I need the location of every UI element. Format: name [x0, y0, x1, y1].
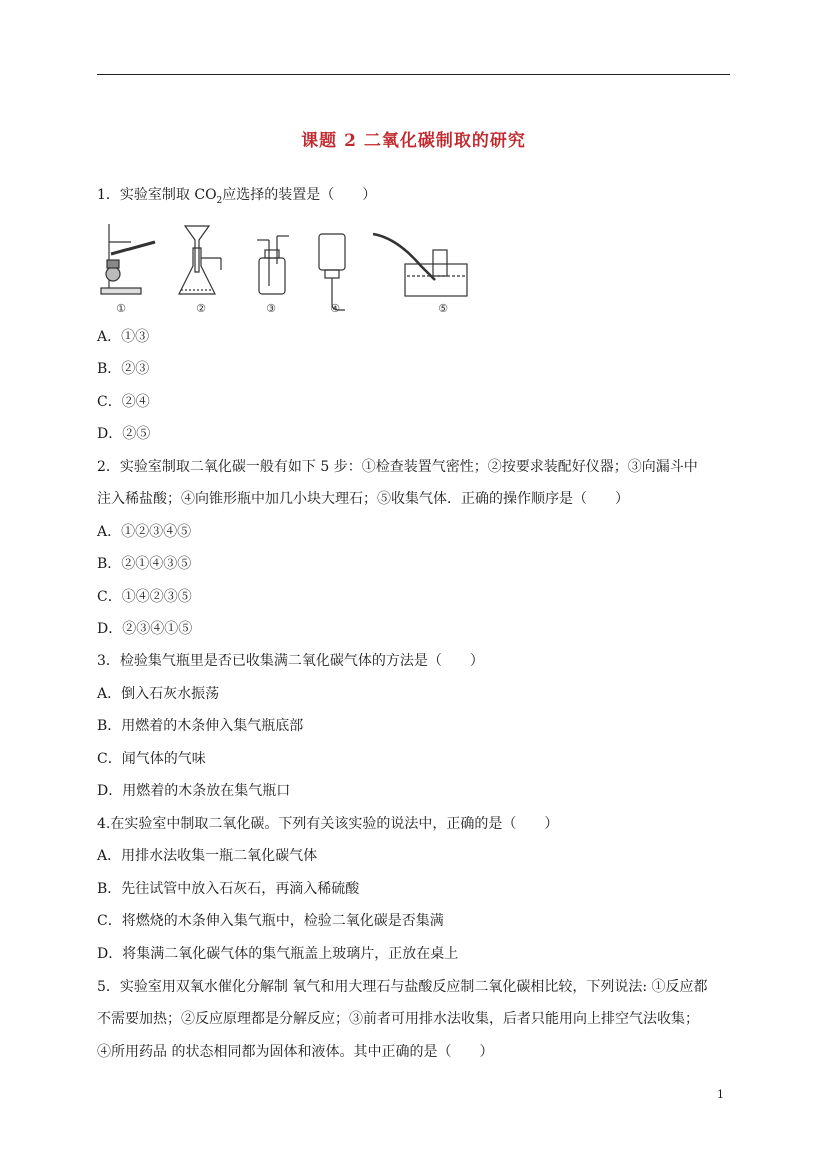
q2-option-d[interactable]: D．②③④①⑤: [97, 621, 193, 637]
q3-option-d[interactable]: D．用燃着的木条放在集气瓶口: [97, 783, 291, 799]
q2-stem-line1: 2．实验室制取二氧化碳一般有如下 5 步：①检查装置气密性；②按要求装配好仪器；③向漏斗中: [97, 459, 698, 475]
q2-option-a[interactable]: A．①②③④⑤: [97, 524, 192, 540]
q1-stem-subscript: 2: [216, 195, 223, 206]
q2-option-b[interactable]: B．②①④③⑤: [97, 556, 192, 572]
q1-option-d[interactable]: D．②⑤: [97, 426, 151, 442]
apparatus-4-icon: [319, 234, 345, 310]
apparatus-label-2: ②: [196, 302, 206, 315]
q2-option-c[interactable]: C．①④②③⑤: [97, 589, 192, 605]
q1-stem-text: 1．实验室制取 CO: [97, 187, 217, 203]
apparatus-label-1: ①: [116, 302, 126, 315]
q1-option-b[interactable]: B．②③: [97, 361, 150, 377]
apparatus-label-5: ⑤: [438, 302, 448, 315]
q4-option-a[interactable]: A．用排水法收集一瓶二氧化碳气体: [97, 848, 318, 864]
apparatus-label-3: ③: [266, 302, 276, 315]
q3-option-c[interactable]: C．闻气体的气味: [97, 751, 206, 767]
apparatus-label-4: ④: [330, 302, 340, 315]
apparatus-5-icon: [373, 234, 467, 296]
q2-stem-line2: 注入稀盐酸；④向锥形瓶中加几小块大理石；⑤收集气体．正确的操作顺序是（ ）: [97, 491, 629, 507]
q4-option-d[interactable]: D．将集满二氧化碳气体的集气瓶盖上玻璃片，正放在桌上: [97, 946, 459, 962]
apparatus-3-icon: [257, 236, 289, 294]
q5-stem-line3: ④所用药品 的状态相同都为固体和液体。其中正确的是（ ）: [97, 1044, 494, 1060]
page-number: 1: [717, 1088, 724, 1101]
q4-stem: 4.在实验室中制取二氧化碳。下列有关该实验的说法中，正确的是（ ）: [97, 816, 559, 832]
q1-option-a[interactable]: A．①③: [97, 329, 150, 345]
page-title: 课题 2 二氧化碳制取的研究: [301, 131, 526, 151]
apparatus-figure: [97, 214, 497, 318]
apparatus-1-icon: [101, 224, 155, 294]
q1-stem-text-end: 应选择的装置是（ ）: [222, 187, 377, 203]
q5-stem-line1: 5．实验室用双氧水催化分解制 氧气和用大理石与盐酸反应制二氧化碳相比较，下列说法: ①反应都: [97, 979, 708, 995]
apparatus-2-icon: [179, 226, 221, 294]
header-rule: [97, 74, 730, 75]
q5-stem-line2: 不需要加热；②反应原理都是分解反应；③前者可用排水法收集，后者只能用向上排空气法收集；: [97, 1011, 699, 1027]
q1-option-c[interactable]: C．②④: [97, 394, 150, 410]
q3-option-a[interactable]: A．倒入石灰水振荡: [97, 686, 220, 702]
q3-stem: 3．检验集气瓶里是否已收集满二氧化碳气体的方法是（ ）: [97, 653, 484, 669]
q4-option-c[interactable]: C．将燃烧的木条伸入集气瓶中，检验二氧化碳是否集满: [97, 913, 444, 929]
q3-option-b[interactable]: B．用燃着的木条伸入集气瓶底部: [97, 718, 304, 734]
q1-stem: [97, 186, 376, 210]
q4-option-b[interactable]: B．先往试管中放入石灰石，再滴入稀硫酸: [97, 881, 360, 897]
